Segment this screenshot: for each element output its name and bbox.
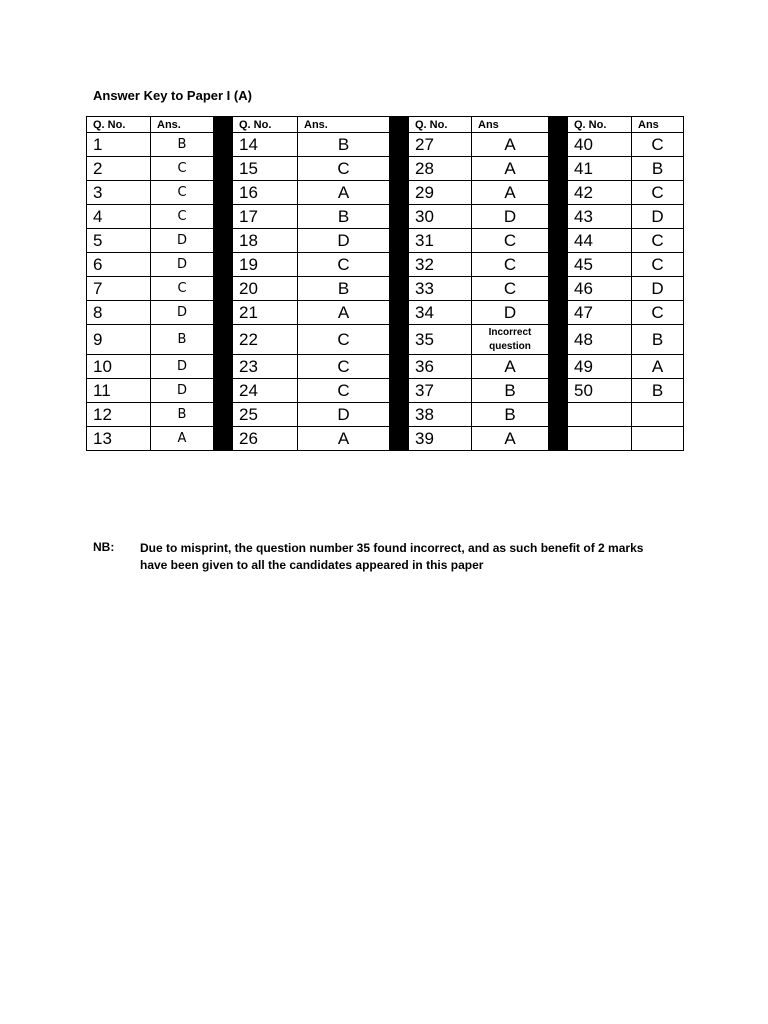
question-number bbox=[568, 403, 632, 427]
question-number bbox=[568, 427, 632, 451]
answer-cell: D bbox=[151, 355, 214, 379]
question-number: 28 bbox=[409, 157, 472, 181]
question-number: 5 bbox=[87, 229, 151, 253]
answer-cell: D bbox=[472, 205, 549, 229]
answer-cell: C bbox=[298, 379, 390, 403]
answer-cell: B bbox=[298, 133, 390, 157]
table-row bbox=[87, 253, 684, 277]
answer-cell: A bbox=[472, 355, 549, 379]
note-text: Due to misprint, the question number 35 found incorrect, and as such benefit of 2 marks have been given to all the candidates appeared in this paper bbox=[140, 541, 644, 572]
question-number: 41 bbox=[568, 157, 632, 181]
question-number: 39 bbox=[409, 427, 472, 451]
answer-cell: A bbox=[298, 301, 390, 325]
question-number: 21 bbox=[233, 301, 298, 325]
header-ans-4: Ans bbox=[632, 117, 684, 133]
question-number: 45 bbox=[568, 253, 632, 277]
table-row bbox=[87, 427, 684, 451]
answer-cell: C bbox=[151, 205, 214, 229]
answer-cell: A bbox=[298, 181, 390, 205]
answer-cell: B bbox=[632, 379, 684, 403]
header-ans-1: Ans. bbox=[151, 117, 214, 133]
table-row bbox=[87, 157, 684, 181]
answer-cell bbox=[472, 325, 549, 355]
table-row bbox=[87, 301, 684, 325]
question-number: 33 bbox=[409, 277, 472, 301]
question-number: 15 bbox=[233, 157, 298, 181]
answer-cell: B bbox=[472, 403, 549, 427]
column-separator bbox=[549, 117, 568, 451]
table-row bbox=[87, 379, 684, 403]
question-number: 23 bbox=[233, 355, 298, 379]
answer-cell: B bbox=[151, 403, 214, 427]
answer-cell: B bbox=[632, 325, 684, 355]
question-number: 16 bbox=[233, 181, 298, 205]
question-number: 12 bbox=[87, 403, 151, 427]
column-separator bbox=[214, 117, 233, 451]
question-number: 14 bbox=[233, 133, 298, 157]
question-number: 38 bbox=[409, 403, 472, 427]
answer-key-table bbox=[86, 116, 684, 451]
answer-cell: D bbox=[151, 229, 214, 253]
header-ans-3: Ans bbox=[472, 117, 549, 133]
question-number: 44 bbox=[568, 229, 632, 253]
question-number: 24 bbox=[233, 379, 298, 403]
table-row bbox=[87, 355, 684, 379]
answer-cell: D bbox=[151, 253, 214, 277]
answer-cell: D bbox=[632, 277, 684, 301]
answer-cell: B bbox=[632, 157, 684, 181]
table-row bbox=[87, 181, 684, 205]
question-number: 48 bbox=[568, 325, 632, 355]
answer-cell: D bbox=[472, 301, 549, 325]
answer-cell bbox=[632, 427, 684, 451]
question-number: 31 bbox=[409, 229, 472, 253]
question-number: 32 bbox=[409, 253, 472, 277]
answer-cell: D bbox=[632, 205, 684, 229]
question-number: 17 bbox=[233, 205, 298, 229]
question-number: 8 bbox=[87, 301, 151, 325]
answer-cell: A bbox=[472, 181, 549, 205]
question-number: 46 bbox=[568, 277, 632, 301]
header-ans-2: Ans. bbox=[298, 117, 390, 133]
table-header-row bbox=[87, 117, 684, 133]
table-row bbox=[87, 325, 684, 355]
question-number: 26 bbox=[233, 427, 298, 451]
header-qno-3: Q. No. bbox=[409, 117, 472, 133]
question-number: 49 bbox=[568, 355, 632, 379]
question-number: 1 bbox=[87, 133, 151, 157]
answer-cell: C bbox=[151, 157, 214, 181]
answer-cell: A bbox=[632, 355, 684, 379]
question-number: 9 bbox=[87, 325, 151, 355]
answer-cell: D bbox=[151, 301, 214, 325]
table-row bbox=[87, 403, 684, 427]
answer-cell: B bbox=[298, 277, 390, 301]
answer-cell: C bbox=[632, 301, 684, 325]
answer-cell: C bbox=[151, 277, 214, 301]
question-number: 20 bbox=[233, 277, 298, 301]
answer-cell: C bbox=[298, 355, 390, 379]
question-number: 6 bbox=[87, 253, 151, 277]
question-number: 27 bbox=[409, 133, 472, 157]
header-qno-1: Q. No. bbox=[87, 117, 151, 133]
answer-cell: C bbox=[472, 253, 549, 277]
answer-cell: D bbox=[298, 403, 390, 427]
answer-cell: B bbox=[298, 205, 390, 229]
question-number: 18 bbox=[233, 229, 298, 253]
answer-cell: C bbox=[632, 229, 684, 253]
answer-cell: A bbox=[472, 157, 549, 181]
answer-cell: A bbox=[151, 427, 214, 451]
question-number: 37 bbox=[409, 379, 472, 403]
question-number: 29 bbox=[409, 181, 472, 205]
answer-cell: D bbox=[151, 379, 214, 403]
answer-cell: C bbox=[298, 325, 390, 355]
question-number: 30 bbox=[409, 205, 472, 229]
answer-cell bbox=[632, 403, 684, 427]
column-separator bbox=[390, 117, 409, 451]
question-number: 50 bbox=[568, 379, 632, 403]
question-number: 13 bbox=[87, 427, 151, 451]
answer-cell: B bbox=[151, 133, 214, 157]
answer-cell: A bbox=[472, 133, 549, 157]
header-qno-4: Q. No. bbox=[568, 117, 632, 133]
question-number: 47 bbox=[568, 301, 632, 325]
answer-cell: C bbox=[632, 181, 684, 205]
answer-cell: C bbox=[632, 253, 684, 277]
answer-cell: C bbox=[632, 133, 684, 157]
table-row bbox=[87, 229, 684, 253]
answer-cell: C bbox=[151, 181, 214, 205]
question-number: 36 bbox=[409, 355, 472, 379]
question-number: 11 bbox=[87, 379, 151, 403]
page-title: Answer Key to Paper I (A) bbox=[93, 88, 252, 103]
question-number: 35 bbox=[409, 325, 472, 355]
question-number: 25 bbox=[233, 403, 298, 427]
question-number: 34 bbox=[409, 301, 472, 325]
question-number: 43 bbox=[568, 205, 632, 229]
answer-cell: D bbox=[298, 229, 390, 253]
table-row bbox=[87, 277, 684, 301]
question-number: 4 bbox=[87, 205, 151, 229]
note-label: NB: bbox=[93, 540, 115, 554]
question-number: 2 bbox=[87, 157, 151, 181]
answer-cell: A bbox=[472, 427, 549, 451]
question-number: 42 bbox=[568, 181, 632, 205]
question-number: 10 bbox=[87, 355, 151, 379]
incorrect-question-note: Incorrect question bbox=[488, 326, 532, 352]
table-row bbox=[87, 133, 684, 157]
header-qno-2: Q. No. bbox=[233, 117, 298, 133]
question-number: 22 bbox=[233, 325, 298, 355]
question-number: 19 bbox=[233, 253, 298, 277]
answer-cell: A bbox=[298, 427, 390, 451]
answer-cell: B bbox=[151, 325, 214, 355]
answer-cell: C bbox=[298, 253, 390, 277]
question-number: 3 bbox=[87, 181, 151, 205]
answer-cell: C bbox=[472, 277, 549, 301]
answer-cell: C bbox=[298, 157, 390, 181]
table-row bbox=[87, 205, 684, 229]
question-number: 40 bbox=[568, 133, 632, 157]
question-number: 7 bbox=[87, 277, 151, 301]
answer-cell: C bbox=[472, 229, 549, 253]
answer-cell: B bbox=[472, 379, 549, 403]
